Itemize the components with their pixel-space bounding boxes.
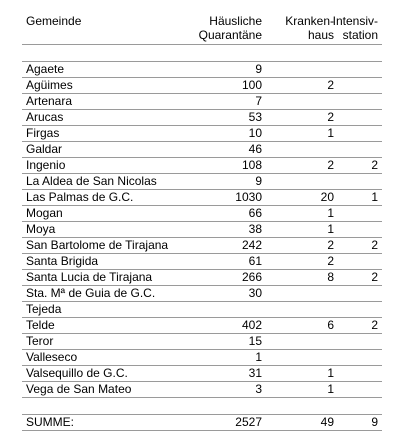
table-row bbox=[22, 222, 382, 238]
table-row bbox=[22, 270, 382, 286]
cell-hospital: 2 bbox=[327, 110, 334, 124]
table-row bbox=[22, 286, 382, 302]
cell-hospital: 1 bbox=[327, 382, 334, 396]
cell-quarantine: 242 bbox=[241, 238, 262, 252]
table-row bbox=[22, 94, 382, 110]
cell-quarantine: 9 bbox=[255, 174, 262, 188]
cell-gemeinde: La Aldea de San Nicolas bbox=[26, 174, 157, 188]
table-row bbox=[22, 350, 382, 366]
table-row bbox=[22, 174, 382, 190]
cell-hospital: 2 bbox=[327, 78, 334, 92]
cell-quarantine: 100 bbox=[241, 78, 262, 92]
cell-quarantine: 9 bbox=[255, 62, 262, 76]
table-row bbox=[22, 254, 382, 270]
cell-gemeinde: Arucas bbox=[26, 110, 64, 124]
cell-hospital: 1 bbox=[327, 206, 334, 220]
cell-hospital: 20 bbox=[320, 190, 334, 204]
cell-icu: 2 bbox=[371, 158, 378, 172]
table-row bbox=[22, 238, 382, 254]
cell-gemeinde: Sta. Mª de Guia de G.C. bbox=[26, 286, 156, 300]
cell-gemeinde: Telde bbox=[26, 318, 55, 332]
table-row bbox=[22, 110, 382, 126]
cell-icu: 2 bbox=[371, 318, 378, 332]
cell-gemeinde: Agaete bbox=[26, 62, 65, 76]
table-row bbox=[22, 142, 382, 158]
header-gap bbox=[22, 45, 382, 62]
cell-quarantine: 108 bbox=[241, 158, 262, 172]
cell-gemeinde: Teror bbox=[26, 334, 54, 348]
cell-quarantine: 10 bbox=[248, 126, 262, 140]
cell-hospital: 2 bbox=[327, 238, 334, 252]
cell-gemeinde: San Bartolome de Tirajana bbox=[26, 238, 169, 252]
cell-gemeinde: Firgas bbox=[26, 126, 60, 140]
cell-quarantine: 30 bbox=[248, 286, 262, 300]
cell-icu: 2 bbox=[371, 238, 378, 252]
table-row bbox=[22, 158, 382, 174]
table-body bbox=[22, 62, 382, 398]
cell-gemeinde: Moya bbox=[26, 222, 56, 236]
header-quarantine: Häusliche Quarantäne bbox=[198, 14, 262, 42]
cell-quarantine: 1030 bbox=[235, 190, 262, 204]
cell-gemeinde: Tejeda bbox=[26, 302, 62, 316]
cell-quarantine: 1 bbox=[255, 350, 262, 364]
cell-quarantine: 7 bbox=[255, 94, 262, 108]
cell-quarantine: 15 bbox=[248, 334, 262, 348]
header-gemeinde: Gemeinde bbox=[26, 14, 82, 28]
cell-quarantine: 31 bbox=[248, 366, 262, 380]
table-row bbox=[22, 366, 382, 382]
cell-quarantine: 53 bbox=[248, 110, 262, 124]
table-row bbox=[22, 334, 382, 350]
cell-gemeinde: Galdar bbox=[26, 142, 63, 156]
cell-hospital: 8 bbox=[327, 270, 334, 284]
cell-quarantine: 66 bbox=[248, 206, 262, 220]
total-label: SUMME: bbox=[26, 415, 74, 429]
municipality-table bbox=[22, 10, 382, 431]
cell-quarantine: 3 bbox=[255, 382, 262, 396]
table-row bbox=[22, 62, 382, 78]
cell-hospital: 2 bbox=[327, 158, 334, 172]
cell-hospital: 1 bbox=[327, 366, 334, 380]
cell-gemeinde: Valsequillo de G.C. bbox=[26, 366, 128, 380]
table-row bbox=[22, 78, 382, 94]
cell-gemeinde: Santa Brigida bbox=[26, 254, 99, 268]
cell-gemeinde: Las Palmas de G.C. bbox=[26, 190, 134, 204]
table-header bbox=[22, 10, 382, 45]
table-row bbox=[22, 190, 382, 206]
cell-hospital: 6 bbox=[327, 318, 334, 332]
cell-quarantine: 402 bbox=[241, 318, 262, 332]
table-row bbox=[22, 382, 382, 398]
cell-quarantine: 61 bbox=[248, 254, 262, 268]
header-icu: Intensiv- station bbox=[332, 14, 378, 42]
cell-icu: 1 bbox=[371, 190, 378, 204]
total-icu: 9 bbox=[371, 415, 378, 429]
cell-quarantine: 38 bbox=[248, 222, 262, 236]
cell-quarantine: 46 bbox=[248, 142, 262, 156]
total-gap bbox=[22, 398, 382, 415]
header-hospital: Kranken- haus bbox=[285, 14, 334, 42]
table-row bbox=[22, 318, 382, 334]
cell-hospital: 2 bbox=[327, 254, 334, 268]
total-quarantine: 2527 bbox=[235, 415, 262, 429]
cell-icu: 2 bbox=[371, 270, 378, 284]
cell-gemeinde: Ingenio bbox=[26, 158, 66, 172]
total-row bbox=[22, 415, 382, 431]
table-row bbox=[22, 206, 382, 222]
total-hospital: 49 bbox=[320, 415, 334, 429]
table-row bbox=[22, 302, 382, 318]
cell-gemeinde: Artenara bbox=[26, 94, 73, 108]
cell-hospital: 1 bbox=[327, 222, 334, 236]
cell-quarantine: 266 bbox=[241, 270, 262, 284]
cell-gemeinde: Mogan bbox=[26, 206, 63, 220]
table-row bbox=[22, 126, 382, 142]
cell-gemeinde: Vega de San Mateo bbox=[26, 382, 132, 396]
cell-gemeinde: Valleseco bbox=[26, 350, 78, 364]
cell-hospital: 1 bbox=[327, 126, 334, 140]
cell-gemeinde: Agüimes bbox=[26, 78, 73, 92]
cell-gemeinde: Santa Lucia de Tirajana bbox=[26, 270, 153, 284]
